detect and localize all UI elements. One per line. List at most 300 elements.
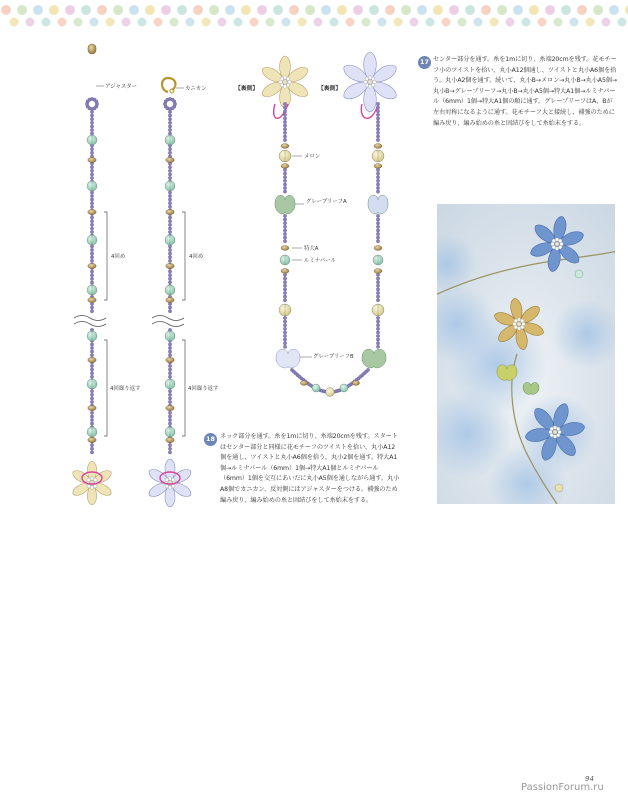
- seed-bead: [90, 368, 93, 371]
- seed-bead: [376, 102, 379, 105]
- seed-bead: [376, 117, 379, 120]
- seed-bead: [283, 229, 286, 232]
- seed-bead: [376, 281, 379, 284]
- bronze-bead: [88, 297, 96, 302]
- seed-bead: [168, 364, 171, 367]
- seed-bead: [90, 194, 93, 197]
- seed-bead: [95, 100, 98, 103]
- seed-bead: [168, 148, 171, 151]
- seed-bead: [376, 324, 379, 327]
- seed-bead: [90, 176, 93, 179]
- seed-bead: [376, 229, 379, 232]
- decor-dot: [10, 18, 19, 27]
- step-number-badge: 18: [204, 433, 217, 446]
- seed-bead: [90, 343, 93, 346]
- seed-bead: [90, 121, 93, 124]
- step-18-text: ネック部分を通す。糸を1mに切り、糸端20cmを残す。スタートはセンター部分と同様に花モチーフのツイストを拾い、丸小A12個を通し、ツイストと丸小A6個を拾う。丸小2個を通す。特大A1個→ルミナパール（6mm）1個→特大A1個とルミナパール（6mm）1個を交互にあいだに丸小A5個を通しながら通す。丸小A8個でカニカン、反対側にはアジャスターをつける。補強のため編み戻り、編み始めの糸と固結びをして糸始末をする。: [220, 433, 400, 504]
- decor-dot: [298, 18, 307, 27]
- decor-dot: [433, 5, 443, 15]
- seed-bead: [168, 447, 171, 450]
- seed-bead: [90, 125, 93, 128]
- seed-bead: [168, 259, 171, 262]
- decor-dot: [129, 5, 139, 15]
- label-grape-leaf-a: グレープリーフA: [306, 199, 347, 205]
- label-repeat-left: 4回繰り返す: [110, 386, 141, 392]
- decor-dot: [586, 18, 595, 27]
- bronze-bead: [374, 246, 382, 251]
- seed-bead: [376, 232, 379, 235]
- decor-dot: [442, 18, 451, 27]
- page-number: 94: [585, 775, 594, 783]
- decor-dot: [417, 5, 427, 15]
- label-melon: メロン: [304, 154, 321, 160]
- bronze-bead: [166, 263, 174, 268]
- seed-bead: [376, 225, 379, 228]
- seed-bead: [168, 110, 171, 113]
- seed-bead: [168, 256, 171, 259]
- decor-dot: [481, 5, 491, 15]
- label-back: 【裏側】: [318, 86, 342, 92]
- seed-bead: [283, 128, 286, 131]
- seed-bead: [376, 284, 379, 287]
- break-marks: [74, 316, 184, 327]
- seed-bead: [90, 256, 93, 259]
- decor-dot: [337, 5, 347, 15]
- seed-bead: [283, 240, 286, 243]
- decor-dot: [593, 5, 603, 15]
- decor-dot: [529, 5, 539, 15]
- seed-bead: [376, 331, 379, 334]
- seed-bead: [90, 411, 93, 414]
- count-brackets: [104, 212, 185, 436]
- decor-dot: [282, 18, 291, 27]
- center-strand: [275, 102, 295, 348]
- seed-bead: [168, 368, 171, 371]
- seed-bead: [90, 148, 93, 151]
- seed-bead: [376, 124, 379, 127]
- seed-bead: [90, 169, 93, 172]
- seed-bead: [283, 124, 286, 127]
- decor-dot: [609, 5, 619, 15]
- seed-bead: [90, 230, 93, 233]
- seed-bead: [376, 120, 379, 123]
- decor-dot: [122, 18, 131, 27]
- decor-dot: [289, 5, 299, 15]
- seed-bead: [90, 128, 93, 131]
- seed-bead: [283, 138, 286, 141]
- seed-bead: [90, 270, 93, 273]
- seed-bead: [376, 273, 379, 276]
- decor-dot: [362, 18, 371, 27]
- seed-bead: [168, 306, 171, 309]
- flower-icon: [71, 461, 114, 505]
- seed-bead: [90, 418, 93, 421]
- seed-bead: [90, 346, 93, 349]
- decor-dot: [410, 18, 419, 27]
- seed-bead: [168, 418, 171, 421]
- seed-bead: [168, 114, 171, 117]
- seed-bead: [283, 327, 286, 330]
- seed-bead: [168, 125, 171, 128]
- seed-bead: [168, 302, 171, 305]
- neck-strand-adjuster: [88, 44, 96, 54]
- bronze-bead: [166, 405, 174, 410]
- seed-bead: [283, 331, 286, 334]
- decor-dot: [234, 18, 243, 27]
- seed-bead: [283, 338, 286, 341]
- seed-bead: [168, 198, 171, 201]
- seed-bead: [90, 227, 93, 230]
- seed-bead: [283, 236, 286, 239]
- seed-bead: [168, 176, 171, 179]
- seed-bead: [168, 121, 171, 124]
- seed-bead: [168, 346, 171, 349]
- seed-bead: [168, 270, 171, 273]
- decor-dot: [490, 18, 499, 27]
- bronze-bead: [374, 144, 382, 149]
- flower-icon: [260, 56, 310, 108]
- bead-strand: [85, 97, 98, 454]
- seed-bead: [90, 415, 93, 418]
- seed-bead: [90, 444, 93, 447]
- seed-bead: [168, 277, 171, 280]
- decor-dot: [74, 18, 83, 27]
- seed-bead: [168, 202, 171, 205]
- seed-bead: [90, 306, 93, 309]
- decor-dot: [321, 5, 331, 15]
- seed-bead: [168, 354, 171, 357]
- seed-bead: [376, 277, 379, 280]
- bronze-bead: [88, 209, 96, 214]
- seed-bead: [283, 110, 286, 113]
- label-front: 【裏側】: [235, 86, 259, 92]
- label-x4-mid: 4回め: [189, 254, 204, 260]
- seed-bead: [168, 281, 171, 284]
- flower-icon: [341, 52, 399, 112]
- seed-bead: [168, 223, 171, 226]
- seed-bead: [90, 248, 93, 251]
- decor-dot: [314, 18, 323, 27]
- seed-bead: [283, 320, 286, 323]
- seed-bead: [376, 179, 379, 182]
- seed-bead: [283, 186, 286, 189]
- seed-bead: [90, 216, 93, 219]
- label-big-a: 特大A: [304, 246, 319, 252]
- seed-bead: [90, 364, 93, 367]
- decor-dot: [250, 18, 259, 27]
- decor-dot: [17, 5, 27, 15]
- seed-bead: [283, 120, 286, 123]
- seed-bead: [283, 117, 286, 120]
- decor-dot: [65, 5, 75, 15]
- seed-bead: [376, 128, 379, 131]
- seed-bead: [283, 225, 286, 228]
- seed-bead: [366, 368, 369, 371]
- seed-bead: [168, 245, 171, 248]
- seed-bead: [168, 400, 171, 403]
- seed-bead: [283, 222, 286, 225]
- decor-dot: [465, 5, 475, 15]
- bronze-bead: [88, 437, 96, 442]
- seed-bead: [168, 375, 171, 378]
- bronze-bead: [166, 157, 174, 162]
- decor-dot: [26, 18, 35, 27]
- seed-bead: [168, 415, 171, 418]
- seed-bead: [168, 248, 171, 251]
- decor-dot: [154, 18, 163, 27]
- seed-bead: [283, 232, 286, 235]
- seed-bead: [376, 288, 379, 291]
- seed-bead: [168, 397, 171, 400]
- seed-bead: [168, 220, 171, 223]
- seed-bead: [376, 222, 379, 225]
- seed-bead: [90, 151, 93, 154]
- necklace-photo-illustration: [437, 204, 615, 504]
- seed-bead: [283, 284, 286, 287]
- bronze-bead: [88, 405, 96, 410]
- seed-bead: [376, 342, 379, 345]
- seed-bead: [168, 173, 171, 176]
- grape-leaf-b: [362, 349, 386, 368]
- decor-dot: [145, 5, 155, 15]
- seed-bead: [376, 218, 379, 221]
- seed-bead: [90, 202, 93, 205]
- seed-bead: [90, 198, 93, 201]
- seed-bead: [90, 390, 93, 393]
- decor-dot: [186, 18, 195, 27]
- bronze-bead: [166, 437, 174, 442]
- seed-bead: [376, 316, 379, 319]
- decor-dot: [426, 18, 435, 27]
- seed-bead: [168, 216, 171, 219]
- decor-dot: [474, 18, 483, 27]
- label-luminapearl: ルミナパール: [304, 258, 336, 264]
- bronze-bead: [166, 209, 174, 214]
- seed-bead: [168, 194, 171, 197]
- seed-bead: [168, 274, 171, 277]
- seed-bead: [283, 172, 286, 175]
- bronze-bead: [374, 164, 382, 169]
- seed-bead: [168, 128, 171, 131]
- seed-bead: [90, 118, 93, 121]
- seed-bead: [168, 169, 171, 172]
- decor-dot: [458, 18, 467, 27]
- decor-dot: [138, 18, 147, 27]
- seed-bead: [90, 350, 93, 353]
- seed-bead: [90, 375, 93, 378]
- decor-dot: [538, 18, 547, 27]
- seed-bead: [90, 354, 93, 357]
- watermark: PassionForum.ru: [521, 782, 604, 793]
- seed-bead: [90, 274, 93, 277]
- grape-leaf-b: [276, 349, 300, 368]
- seed-bead: [168, 230, 171, 233]
- decor-dot: [513, 5, 523, 15]
- seed-bead: [168, 372, 171, 375]
- seed-bead: [283, 176, 286, 179]
- seed-bead: [90, 447, 93, 450]
- decor-dot: [1, 5, 11, 15]
- seed-bead: [168, 422, 171, 425]
- seed-bead: [376, 176, 379, 179]
- seed-bead: [168, 390, 171, 393]
- header-decoration: [0, 0, 628, 38]
- seed-bead: [90, 220, 93, 223]
- seed-bead: [283, 102, 286, 105]
- seed-bead: [376, 236, 379, 239]
- decor-dot: [385, 5, 395, 15]
- decor-dot: [81, 5, 91, 15]
- bronze-bead: [281, 269, 289, 274]
- decor-dot: [225, 5, 235, 15]
- seed-bead: [90, 451, 93, 454]
- bronze-bead: [88, 263, 96, 268]
- seed-bead: [168, 166, 171, 169]
- decor-dot: [33, 5, 43, 15]
- decor-dot: [577, 5, 587, 15]
- bronze-bead: [88, 157, 96, 162]
- seed-bead: [90, 166, 93, 169]
- seed-bead: [376, 110, 379, 113]
- seed-bead: [168, 393, 171, 396]
- step-17-text: センター部分を通す。糸を1mに切り、糸端20cmを残す。花モチーフ小のツイストを拾い、丸小A12個通し、ツイストと丸小A6個を拾う。丸小A2個を通す。続いて、丸小B→メロン→丸小B→丸小A5個→丸小B→グレープリーフ→丸小B→丸小A5個→特大A1個→ルミナパール（6mm）1個→特大A1個の順に通す。グレープリーフはA、Bが左右対称になるように通す。花モチーフ大と接続し、補強のために編み戻り、編み始めの糸と固結びをして糸始末をする。: [433, 56, 617, 127]
- seed-bead: [90, 252, 93, 255]
- decor-dot: [202, 18, 211, 27]
- seed-bead: [376, 214, 379, 217]
- center-strand: [368, 102, 388, 348]
- seed-bead: [90, 205, 93, 208]
- seed-bead: [283, 345, 286, 348]
- seed-bead: [168, 252, 171, 255]
- seed-bead: [376, 168, 379, 171]
- flower-icon: [147, 459, 194, 507]
- seed-bead: [90, 302, 93, 305]
- seed-bead: [168, 191, 171, 194]
- seed-bead: [168, 444, 171, 447]
- decor-dot: [449, 5, 459, 15]
- decor-dot: [522, 18, 531, 27]
- seed-bead: [283, 183, 286, 186]
- seed-bead: [90, 310, 93, 313]
- seed-bead: [90, 393, 93, 396]
- seed-bead: [376, 131, 379, 134]
- seed-bead: [168, 151, 171, 154]
- label-grape-leaf-b: グレープリーフB: [313, 354, 354, 360]
- seed-bead: [376, 138, 379, 141]
- grape-leaf-a: [275, 195, 295, 214]
- decor-dot: [257, 5, 267, 15]
- seed-bead: [376, 183, 379, 186]
- decor-dot: [618, 18, 627, 27]
- bronze-bead: [281, 164, 289, 169]
- decor-dot: [241, 5, 251, 15]
- seed-bead: [168, 118, 171, 121]
- decor-dot: [113, 5, 123, 15]
- label-clasp: カニカン: [185, 86, 207, 92]
- seed-bead: [283, 324, 286, 327]
- seed-bead: [283, 179, 286, 182]
- seed-bead: [376, 186, 379, 189]
- decor-dot: [330, 18, 339, 27]
- seed-bead: [283, 281, 286, 284]
- grape-leaf-a: [368, 195, 388, 214]
- seed-bead: [168, 411, 171, 414]
- decor-dot: [193, 5, 203, 15]
- seed-bead: [283, 168, 286, 171]
- decor-dot: [305, 5, 315, 15]
- seed-bead: [168, 132, 171, 135]
- seed-bead: [168, 350, 171, 353]
- seed-bead: [376, 291, 379, 294]
- seed-bead: [376, 327, 379, 330]
- label-adjuster: アジャスター: [105, 84, 138, 90]
- seed-bead: [376, 190, 379, 193]
- decor-dot: [401, 5, 411, 15]
- decor-dot: [42, 18, 51, 27]
- seed-bead: [90, 281, 93, 284]
- decor-dot: [177, 5, 187, 15]
- seed-bead: [90, 372, 93, 375]
- seed-bead: [168, 310, 171, 313]
- seed-bead: [376, 172, 379, 175]
- seed-bead: [283, 113, 286, 116]
- seed-bead: [376, 106, 379, 109]
- decor-dot: [602, 18, 611, 27]
- seed-bead: [283, 273, 286, 276]
- seed-bead: [90, 114, 93, 117]
- decor-dot: [506, 18, 515, 27]
- decor-dot: [218, 18, 227, 27]
- decor-dot: [394, 18, 403, 27]
- step-number-badge: 17: [418, 56, 431, 69]
- seed-bead: [168, 451, 171, 454]
- seed-bead: [376, 345, 379, 348]
- bronze-bead: [374, 269, 382, 274]
- decor-dot: [58, 18, 67, 27]
- seed-bead: [173, 100, 176, 103]
- decor-dot: [266, 18, 275, 27]
- decor-dot: [378, 18, 387, 27]
- seed-bead: [283, 299, 286, 302]
- seed-bead: [283, 106, 286, 109]
- decor-dot: [369, 5, 379, 15]
- seed-bead: [90, 191, 93, 194]
- seed-bead: [376, 334, 379, 337]
- seed-bead: [376, 338, 379, 341]
- seed-bead: [168, 227, 171, 230]
- bronze-bead: [88, 357, 96, 362]
- decor-dot: [161, 5, 171, 15]
- seed-bead: [90, 400, 93, 403]
- seed-bead: [283, 295, 286, 298]
- seed-bead: [90, 110, 93, 113]
- seed-bead: [376, 295, 379, 298]
- decor-dot: [170, 18, 179, 27]
- bronze-bead: [281, 246, 289, 251]
- seed-bead: [283, 334, 286, 337]
- neck-strand-clasp: [162, 78, 175, 93]
- seed-bead: [90, 259, 93, 262]
- seed-bead: [90, 277, 93, 280]
- necklace-photo: [437, 204, 615, 504]
- seed-bead: [283, 316, 286, 319]
- bronze-bead: [166, 297, 174, 302]
- seed-bead: [283, 131, 286, 134]
- seed-bead: [90, 245, 93, 248]
- bead-strand: [163, 97, 176, 454]
- seed-bead: [283, 342, 286, 345]
- seed-bead: [283, 135, 286, 138]
